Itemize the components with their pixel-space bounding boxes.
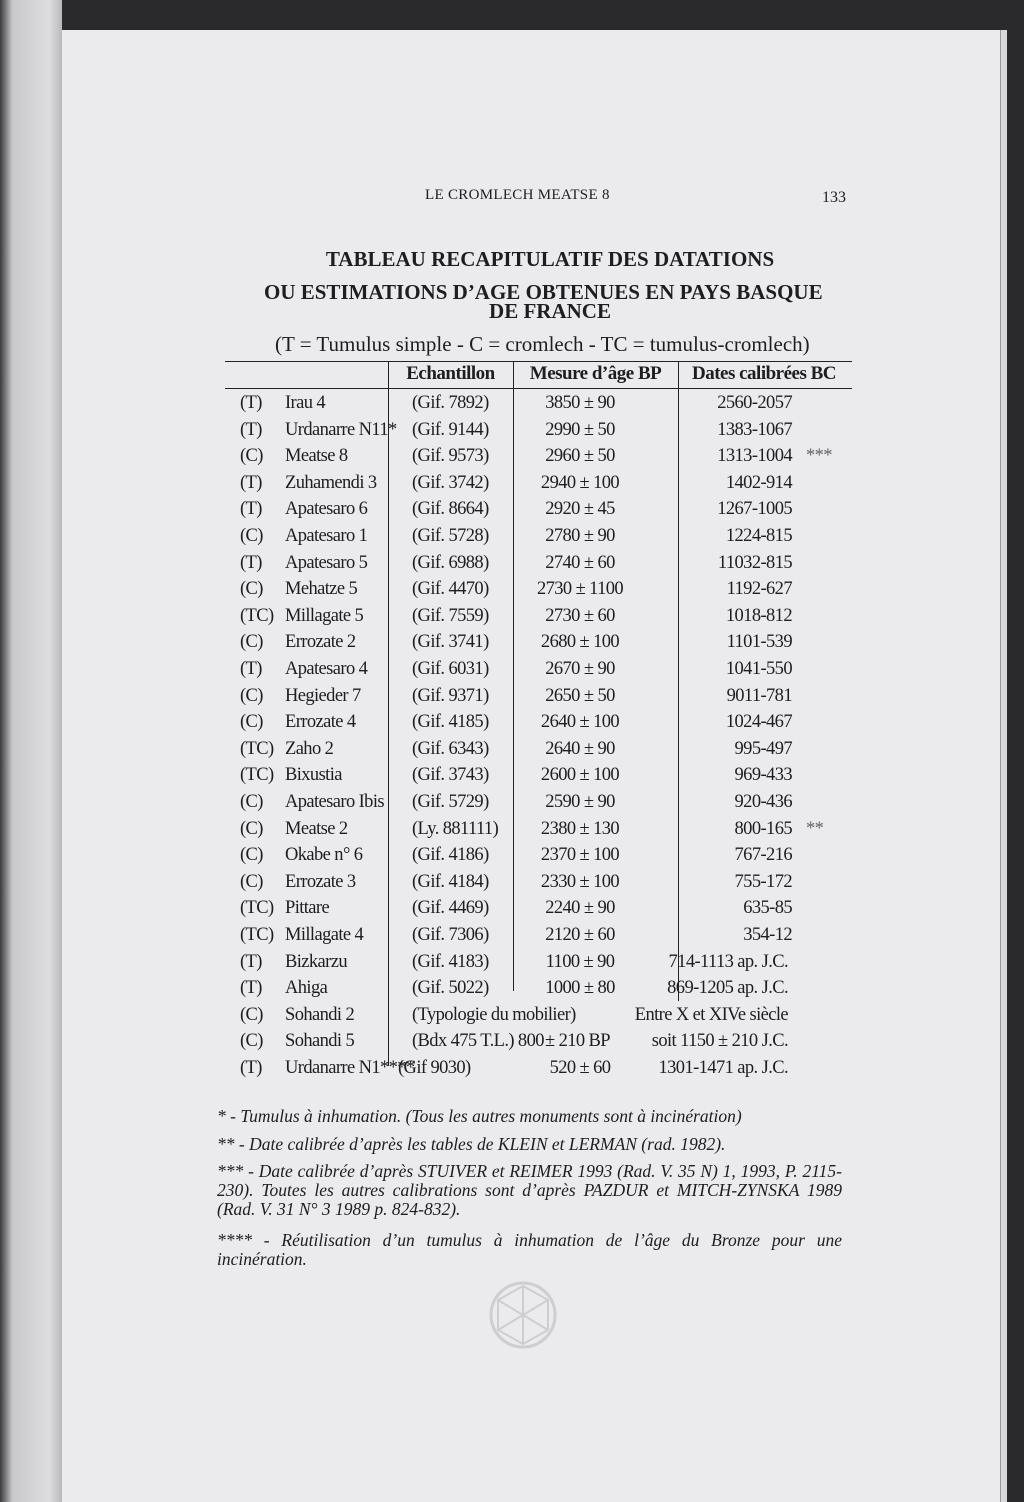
row-type: (T)	[240, 659, 262, 679]
row-age-measure: ± 210 BP	[545, 1031, 610, 1052]
row-site-name: Meatse 2	[285, 818, 348, 839]
footnote-1: * - Tumulus à inhumation. (Tous les autres monuments sont à incinération)	[217, 1106, 742, 1126]
row-site-name: Pittare	[285, 898, 330, 919]
row-age-measure: 2670 ± 90	[545, 659, 615, 679]
facing-page-edge	[0, 0, 62, 1502]
row-sample-id: (Gif. 5729)	[412, 792, 489, 812]
row-sample-id: (Gif. 5728)	[412, 526, 489, 546]
row-age-measure: 2600 ± 100	[540, 765, 620, 786]
row-calibrated-dates: 2560-2057	[717, 393, 792, 413]
row-type: (T)	[240, 472, 262, 493]
row-type: (C)	[240, 792, 263, 812]
row-site-name: Apatesaro 4	[285, 659, 368, 679]
row-site-name: Hegieder 7	[285, 685, 361, 706]
emblem-icon	[488, 1280, 558, 1350]
row-site-name: Errozate 3	[285, 871, 356, 892]
row-sample-id: (Gif. 4184)	[412, 871, 489, 892]
row-sample-id: (Gif. 6988)	[412, 552, 489, 573]
row-calibrated-dates: 1313-1004	[717, 446, 792, 467]
row-type: (C)	[240, 526, 263, 546]
row-calibrated-dates: 9011-781	[726, 685, 792, 706]
row-sample-id: (Gif. 7306)	[412, 925, 489, 945]
row-age-measure: 2370 ± 100	[540, 845, 620, 866]
row-type: (TC)	[240, 738, 274, 759]
row-type: (C)	[240, 632, 263, 653]
row-sample-id: (Bdx 475 T.L.) 800	[412, 1031, 544, 1052]
row-calibrated-dates: 1041-550	[725, 659, 792, 679]
row-type: (C)	[240, 685, 263, 706]
row-age-measure: 2730 ± 60	[545, 605, 615, 626]
row-calibrated-dates: 714-1113 ap. J.C.	[668, 951, 788, 972]
row-age-measure: 2960 ± 50	[545, 446, 615, 467]
row-age-measure: 2590 ± 90	[545, 792, 615, 812]
row-sample-id: (Ly. 881111)	[412, 818, 499, 839]
row-type: (C)	[240, 712, 263, 733]
row-age-measure: 2940 ± 100	[540, 472, 620, 493]
row-age-measure: 2650 ± 50	[545, 685, 615, 706]
row-age-measure: 2780 ± 90	[545, 526, 615, 546]
row-site-name: Sohandi 5	[285, 1031, 355, 1052]
row-type: (C)	[240, 845, 263, 866]
row-calibrated-dates: 1101-539	[726, 632, 792, 653]
table-legend: (T = Tumulus simple - C = cromlech - TC = tumulus-cromlech)	[275, 332, 810, 356]
column-header-dates: Dates calibrées BC	[691, 363, 837, 384]
row-type: (C)	[240, 871, 263, 892]
row-site-name: Apatesaro 1	[285, 526, 368, 546]
row-calibrated-dates: 354-12	[743, 925, 792, 945]
header-bottom-rule	[225, 388, 852, 389]
row-age-measure: 1000 ± 80	[545, 978, 615, 999]
row-age-measure: 1100 ± 90	[545, 951, 615, 972]
row-type: (T)	[240, 951, 262, 972]
row-footnote-marker: ***	[806, 446, 832, 467]
column-header-measure: Mesure d’âge BP	[529, 363, 662, 384]
column-divider	[678, 361, 679, 1001]
row-age-measure: 3850 ± 90	[545, 393, 615, 413]
row-type: (TC)	[240, 925, 274, 945]
row-site-name: Errozate 4	[285, 712, 356, 733]
row-site-name: Millagate 5	[285, 605, 364, 626]
row-calibrated-dates: 767-216	[734, 845, 792, 866]
row-calibrated-dates: 11032-815	[717, 552, 792, 573]
row-type: (T)	[240, 419, 262, 440]
row-type: (C)	[240, 579, 263, 600]
row-calibrated-dates: 869-1205 ap. J.C.	[667, 978, 788, 999]
row-sample-id: (Gif. 9573)	[412, 446, 489, 467]
row-calibrated-dates: 1192-627	[726, 579, 792, 600]
row-sample-id: (Gif. 4185)	[412, 712, 489, 733]
row-sample-id: (Gif. 5022)	[412, 978, 489, 999]
row-age-measure: 2990 ± 50	[545, 419, 615, 440]
row-age-measure: 520 ± 60	[549, 1058, 611, 1078]
column-divider	[513, 361, 514, 991]
row-sample-id: (Gif. 8664)	[412, 499, 489, 520]
table-title-line-1: TABLEAU RECAPITULATIF DES DATATIONS	[325, 247, 775, 271]
row-calibrated-dates: 1024-467	[725, 712, 792, 733]
row-site-name: Bizkarzu	[285, 951, 347, 972]
row-sample-id: (Gif. 4186)	[412, 845, 489, 866]
row-sample-id: (Gif. 9144)	[412, 419, 489, 440]
row-site-name: Meatse 8	[285, 446, 348, 467]
row-calibrated-dates: 635-85	[743, 898, 792, 919]
row-age-measure: 2640 ± 100	[540, 712, 620, 733]
row-calibrated-dates: 1267-1005	[717, 499, 792, 520]
row-site-name: Errozate 2	[285, 632, 356, 653]
table-title-line-3: DE FRANCE	[489, 299, 611, 323]
row-site-name: Apatesaro 5	[285, 552, 368, 573]
row-site-name: Zuhamendi 3	[285, 472, 377, 493]
table-title-line-2: OU ESTIMATIONS D’AGE OBTENUES EN PAYS BASQUE	[264, 280, 823, 304]
row-sample-id: (Gif. 9371)	[412, 685, 489, 706]
row-site-name: Millagate 4	[285, 925, 364, 945]
row-calibrated-dates: 920-436	[734, 792, 792, 812]
row-type: (T)	[240, 499, 262, 520]
footnote-4: **** - Réutilisation d’un tumulus à inhumation de l’âge du Bronze pour une incinération.	[217, 1230, 842, 1269]
row-age-measure: 2680 ± 100	[540, 632, 620, 653]
row-site-name: Apatesaro 6	[285, 499, 368, 520]
footnote-2: ** - Date calibrée d’après les tables de KLEIN et LERMAN (rad. 1982).	[217, 1134, 726, 1154]
row-type: (TC)	[240, 765, 274, 786]
row-calibrated-dates: 800-165	[734, 818, 792, 839]
row-calibrated-dates: 1301-1471 ap. J.C.	[658, 1058, 788, 1078]
row-sample-id: (Gif. 7892)	[412, 393, 489, 413]
row-age-measure: 2640 ± 90	[545, 738, 615, 759]
page-number: 133	[822, 189, 846, 206]
row-sample-id: (Gif 9030)	[398, 1058, 471, 1078]
row-age-measure: 2330 ± 100	[540, 871, 620, 892]
row-type: (T)	[240, 552, 262, 573]
row-calibrated-dates: 1018-812	[725, 605, 792, 626]
row-sample-id: (Gif. 6343)	[412, 738, 489, 759]
table-top-rule	[225, 361, 852, 362]
row-age-measure: 2730 ± 1100	[536, 579, 624, 600]
column-divider	[388, 361, 389, 1066]
row-site-name: Bixustia	[285, 765, 342, 786]
row-site-name: Okabe n° 6	[285, 845, 363, 866]
row-calibrated-dates: 1224-815	[725, 526, 792, 546]
row-age-measure: 2240 ± 90	[545, 898, 615, 919]
row-sample-id: (Gif. 7559)	[412, 605, 489, 626]
row-site-name: Ahiga	[285, 978, 328, 999]
row-type: (T)	[240, 978, 262, 999]
row-calibrated-dates: 969-433	[734, 765, 792, 786]
row-age-measure: 2380 ± 130	[540, 818, 620, 839]
row-age-measure: 2120 ± 60	[545, 925, 615, 945]
row-site-name: Irau 4	[285, 393, 326, 413]
row-type: (T)	[240, 393, 262, 413]
row-type: (TC)	[240, 898, 274, 919]
row-sample-id: (Gif. 4470)	[412, 579, 489, 600]
row-type: (C)	[240, 1031, 263, 1052]
row-sample-id: (Gif. 3743)	[412, 765, 489, 786]
row-sample-id: (Typologie du mobilier)	[412, 1004, 576, 1025]
row-type: (C)	[240, 1004, 263, 1025]
row-calibrated-dates: 995-497	[734, 738, 792, 759]
row-calibrated-dates: 1383-1067	[717, 419, 792, 440]
row-sample-id: (Gif. 3742)	[412, 472, 489, 493]
row-calibrated-dates: 1402-914	[725, 472, 792, 493]
row-calibrated-dates: soit 1150 ± 210 J.C.	[651, 1031, 788, 1052]
row-calibrated-dates: Entre X et XIVe siècle	[634, 1004, 788, 1025]
row-site-name: Apatesaro Ibis	[285, 792, 384, 812]
row-calibrated-dates: 755-172	[734, 871, 792, 892]
column-header-sample: Echantillon	[406, 363, 495, 384]
row-type: (C)	[240, 446, 263, 467]
row-site-name: Zaho 2	[285, 738, 334, 759]
row-sample-id: (Gif. 4469)	[412, 898, 489, 919]
row-sample-id: (Gif. 6031)	[412, 659, 489, 679]
row-type: (T)	[240, 1058, 262, 1078]
row-site-name: Sohandi 2	[285, 1004, 355, 1025]
row-site-name: Urdanarre N11*	[285, 419, 397, 440]
row-sample-id: (Gif. 3741)	[412, 632, 489, 653]
row-site-name: Mehatze 5	[285, 579, 358, 600]
row-type: (TC)	[240, 605, 274, 626]
row-site-name: Urdanarre N1****	[285, 1058, 415, 1078]
row-age-measure: 2920 ± 45	[545, 499, 615, 520]
running-title: LE CROMLECH MEATSE 8	[425, 187, 610, 203]
row-sample-id: (Gif. 4183)	[412, 951, 489, 972]
footnote-3: *** - Date calibrée d’après STUIVER et REIMER 1993 (Rad. V. 35 N) 1, 1993, P. 2115-230). Toutes les autres calibrations sont d’après PAZDUR et MITCH-ZYNSKA 1989 (Rad. V. 31 N° 3 1989 p. 824-832).	[217, 1161, 842, 1219]
row-type: (C)	[240, 818, 263, 839]
row-age-measure: 2740 ± 60	[545, 552, 615, 573]
row-footnote-marker: **	[806, 818, 824, 839]
